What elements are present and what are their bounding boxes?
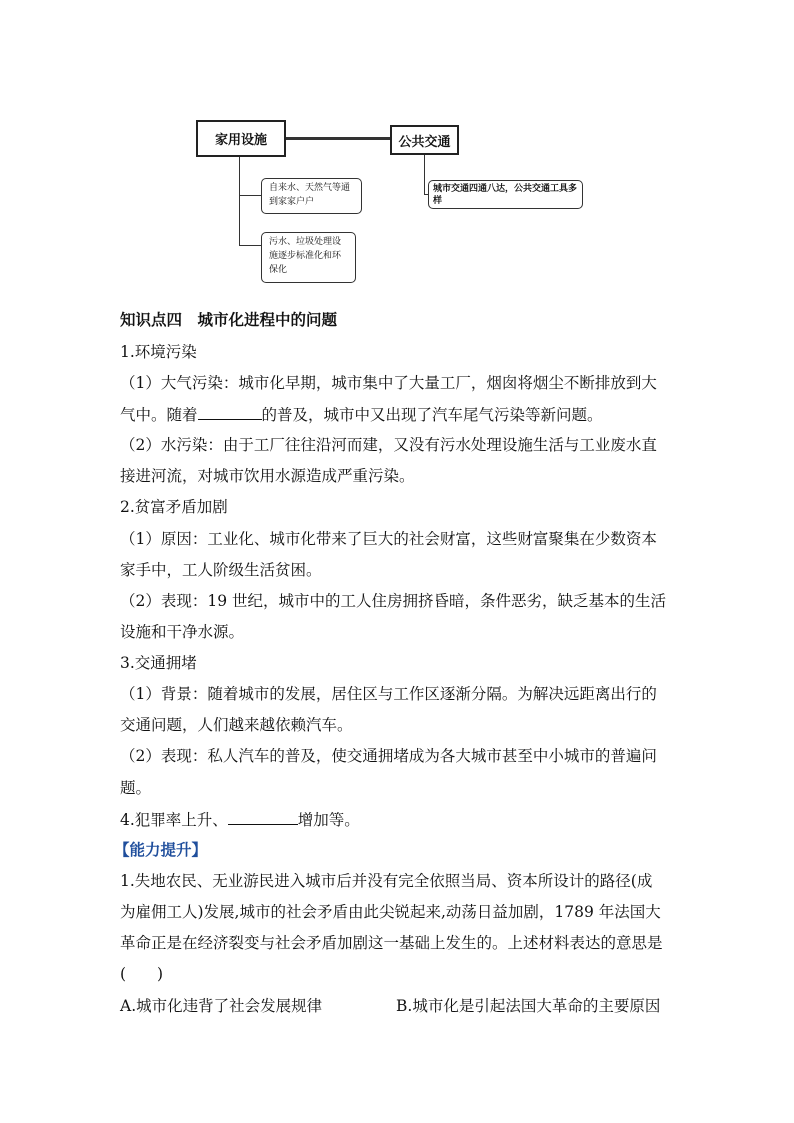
- branch-line: [239, 195, 261, 196]
- public-transit-label: 公共交通: [398, 134, 451, 150]
- wealth-1b: 家手中，工人阶级生活贫困。: [120, 561, 322, 579]
- fill-blank[interactable]: [198, 404, 262, 420]
- branch-line: [239, 157, 240, 245]
- crime-post: 增加等。: [297, 811, 360, 829]
- question-1a: 1.失地农民、无业游民进入城市后并没有完全依照当局、资本所设计的路径(成: [120, 872, 653, 890]
- section-title: 知识点四 城市化进程中的问题: [120, 310, 338, 329]
- env-1b-pre: 气中。随着: [120, 406, 198, 424]
- env-1a: （1）大气污染：城市化早期，城市集中了大量工厂，烟囱将烟尘不断排放到大: [120, 374, 657, 392]
- sewage-text: 污水、垃圾处理设施逐步标准化和环保化: [269, 237, 342, 275]
- public-transit-box: [390, 125, 459, 155]
- wealth-1a: （1）原因：工业化、城市化带来了巨大的社会财富，这些财富聚集在少数资本: [120, 530, 657, 548]
- water-gas-text: 自来水、天然气等通到家家户户: [269, 183, 351, 207]
- ability-heading: 【能力提升】: [114, 840, 208, 859]
- question-1b: 为雇佣工人)发展,城市的社会矛盾由此尖锐起来,动荡日益加剧，1789 年法国大: [120, 903, 661, 921]
- wealth-2a: （2）表现：19 世纪，城市中的工人住房拥挤昏暗，条件恶劣，缺乏基本的生活: [120, 592, 667, 610]
- option-b[interactable]: B.城市化是引起法国大革命的主要原因: [396, 997, 661, 1015]
- wealth-title: 2.贫富矛盾加剧: [120, 498, 228, 516]
- env-1b: [120, 404, 603, 425]
- home-facilities-label: 家用设施: [214, 133, 267, 148]
- env-1b-post: 的普及，城市中又出现了汽车尾气污染等新问题。: [261, 406, 603, 424]
- answer-paren: ( ): [120, 965, 164, 983]
- water-gas-box: [261, 178, 362, 214]
- sewage-box: [261, 232, 356, 283]
- crime-pre: 4.犯罪率上升、: [120, 811, 228, 829]
- branch-line: [239, 245, 261, 246]
- option-a[interactable]: A.城市化违背了社会发展规律: [120, 997, 323, 1015]
- connector-line: [286, 137, 390, 140]
- traffic-1b: 交通问题，人们越来越依赖汽车。: [120, 716, 353, 734]
- transit-detail-text: 城市交通四通八达，公共交通工具多样: [433, 184, 578, 206]
- traffic-2a: （2）表现：私人汽车的普及，使交通拥堵成为各大城市甚至中小城市的普遍问: [120, 747, 657, 765]
- env-2b: 接进河流，对城市饮用水源造成严重污染。: [120, 467, 415, 485]
- crime-line: [120, 809, 360, 830]
- traffic-title: 3.交通拥堵: [120, 654, 197, 672]
- fill-blank[interactable]: [228, 809, 298, 825]
- traffic-2b: 题。: [120, 779, 152, 797]
- home-facilities-box: [196, 120, 286, 157]
- traffic-1a: （1）背景：随着城市的发展，居住区与工作区逐渐分隔。为解决远距离出行的: [120, 685, 657, 703]
- env-title: 1.环境污染: [120, 343, 197, 361]
- branch-line: [424, 155, 425, 195]
- env-2a: （2）水污染：由于工厂往往沿河而建，又没有污水处理设施生活与工业废水直: [120, 436, 657, 454]
- question-1c: 革命正是在经济裂变与社会矛盾加剧这一基础上发生的。上述材料表达的意思是: [120, 934, 663, 952]
- wealth-2b: 设施和干净水源。: [120, 623, 245, 641]
- transit-detail-box: [428, 180, 583, 209]
